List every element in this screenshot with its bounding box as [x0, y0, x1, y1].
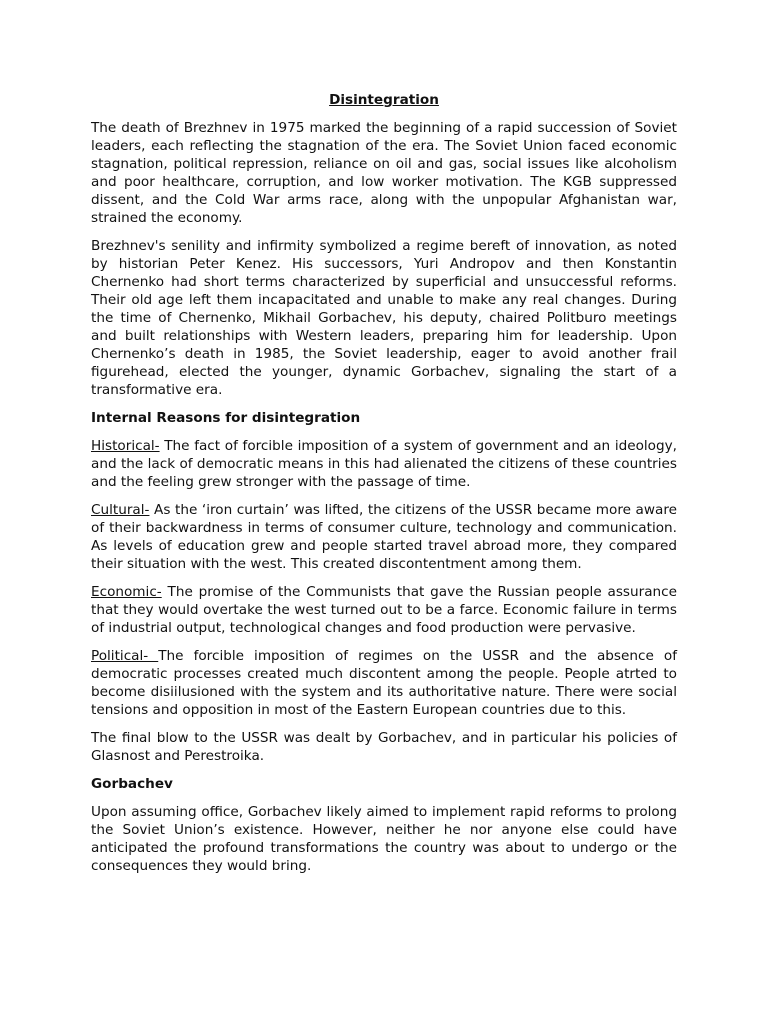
reason-historical-text: The fact of forcible imposition of a system of government and an ideology, and the lack of democratic means in this had alienated the citizens of these countries and the feeling grew stronger with the passage of time. [91, 438, 677, 490]
intro-paragraph-1: The death of Brezhnev in 1975 marked the beginning of a rapid succession of Soviet leaders, each reflecting the stagnation of the era. The Soviet Union faced economic stagnation, political repression, reliance on oil and gas, social issues like alcoholism and poor healthcare, corruption, and low worker motivation. The KGB suppressed dissent, and the Cold War arms race, along with the unpopular Afghanistan war, strained the economy. [91, 120, 677, 226]
internal-reasons-closing: The final blow to the USSR was dealt by Gorbachev, and in particular his policies of Glasnost and Perestroika. [91, 730, 677, 764]
gorbachev-paragraph: Upon assuming office, Gorbachev likely aimed to implement rapid reforms to prolong the Soviet Union’s existence. However, neither he nor anyone else could have anticipated the profound transformations the country was about to undergo or the consequences they would bring. [91, 804, 677, 874]
document-title: Disintegration [329, 92, 439, 108]
reason-cultural-label: Cultural- [91, 502, 150, 518]
reason-political-label: Political- [91, 648, 159, 664]
reason-economic-text: The promise of the Communists that gave the Russian people assurance that they would overtake the west turned out to be a farce. Economic failure in terms of industrial output, technological changes and food production were pervasive. [91, 584, 677, 636]
reason-cultural-text: As the ‘iron curtain’ was lifted, the citizens of the USSR became more aware of their backwardness in terms of consumer culture, technology and communication. As levels of education grew and people started travel abroad more, they compared their situation with the west. This created discontentment among them. [91, 502, 677, 572]
gorbachev-heading: Gorbachev [91, 776, 173, 792]
reason-historical [91, 437, 677, 491]
reason-economic-label: Economic- [91, 584, 162, 600]
document-page [91, 91, 677, 885]
reason-political-text: The forcible imposition of regimes on the USSR and the absence of democratic processes created much discontent among the people. People atrted to become disiilusioned with the system and its authoritative nature. There were social tensions and opposition in most of the Eastern European countries due to this. [91, 648, 677, 718]
reason-cultural [91, 501, 677, 573]
reason-historical-label: Historical- [91, 438, 160, 454]
reason-economic [91, 583, 677, 637]
reason-political [91, 647, 677, 719]
internal-reasons-heading: Internal Reasons for disintegration [91, 410, 361, 426]
intro-paragraph-2: Brezhnev's senility and infirmity symbolized a regime bereft of innovation, as noted by historian Peter Kenez. His successors, Yuri Andropov and then Konstantin Chernenko had short terms characterized by superficial and unsuccessful reforms. Their old age left them incapacitated and unable to make any real changes. During the time of Chernenko, Mikhail Gorbachev, his deputy, chaired Politburo meetings and built relationships with Western leaders, preparing him for leadership. Upon Chernenko’s death in 1985, the Soviet leadership, eager to avoid another frail figurehead, elected the younger, dynamic Gorbachev, signaling the start of a transformative era. [91, 238, 677, 398]
